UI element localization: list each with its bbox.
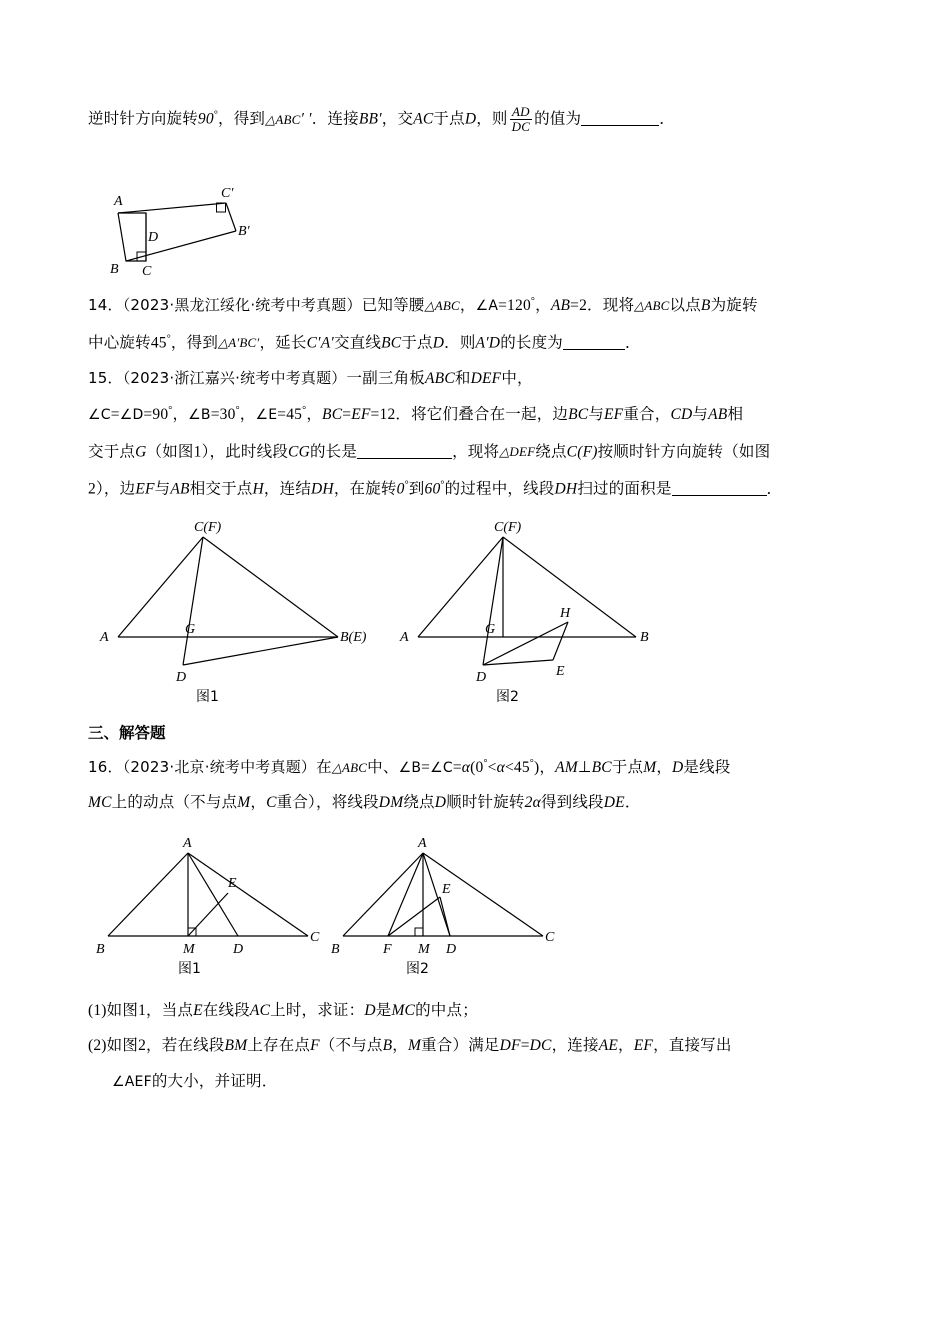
q15-line-3 xyxy=(88,443,864,460)
q15-xiang: 相 xyxy=(727,406,744,424)
q14-tri: △ABC xyxy=(424,298,460,314)
q15-t45: =45 xyxy=(277,406,303,424)
q15-ef3: EF xyxy=(135,480,155,498)
q15-l4-1: 2），边 xyxy=(88,480,136,498)
q15-eq1: = xyxy=(110,406,120,424)
q15-deg0: 0 xyxy=(396,480,405,498)
figure-13 xyxy=(88,153,864,283)
q15-l4-15: 扫过的面积是 xyxy=(577,480,672,498)
q16-line-2 xyxy=(88,795,864,811)
fig16b-label-A: A xyxy=(418,835,427,851)
q15-ab2: AB xyxy=(170,480,190,498)
q14-ab: AB xyxy=(550,297,571,315)
q16-p2-BM: BM xyxy=(224,1037,248,1055)
q14-t10: ，延长 xyxy=(259,334,307,352)
q15-angD: ∠D xyxy=(119,407,144,424)
q15-l4-5: 相交于点 xyxy=(189,480,253,498)
q14-t3: =120 xyxy=(498,297,531,315)
fig16a-caption: 图1 xyxy=(178,960,201,977)
q15-dh: DH xyxy=(311,480,334,498)
q16-p1-5: 上时，求证： xyxy=(270,1001,365,1019)
q14-bc: BC xyxy=(381,334,402,352)
q16-part1 xyxy=(88,1003,864,1019)
q14-source: （2023·黑龙江绥化·统考中考真题） xyxy=(122,296,362,315)
q15-l3-3: （如图1），此时线段 xyxy=(146,443,289,461)
q16-line-1 xyxy=(88,759,864,776)
q15-ptH: H xyxy=(252,480,264,498)
q13-triangle-abc: △ABC xyxy=(265,111,301,127)
fig15b-label-A: A xyxy=(400,629,409,645)
q13-primes: ′ ′ xyxy=(300,110,312,128)
q15-cd: CD xyxy=(670,406,693,424)
q13-fraction xyxy=(510,105,532,133)
q14-ptD: D xyxy=(432,334,445,352)
q15-tri-def: △DEF xyxy=(499,444,536,460)
q15-line-2 xyxy=(88,406,864,423)
fig16b-label-M: M xyxy=(418,941,430,957)
fig16a-label-M: M xyxy=(183,941,195,957)
q15-l4-11: 到 xyxy=(408,480,425,498)
q13-text-5: 于点 xyxy=(433,110,465,128)
q16-alpha: α xyxy=(461,758,471,776)
q16-p1-3: 在线段 xyxy=(202,1001,250,1019)
q14-t5: =2．现将 xyxy=(570,297,635,315)
q16-p2-11: = xyxy=(520,1037,530,1055)
q16-l2-4: ， xyxy=(250,794,267,812)
q16-p1-E: E xyxy=(193,1001,203,1019)
fig15b-label-D: D xyxy=(476,669,487,685)
q14-t11: 交直线 xyxy=(333,334,382,352)
q16-l2-8: 绕点 xyxy=(403,794,435,812)
fig16a-label-D: D xyxy=(233,941,244,957)
q14-t8: 中心旋转 xyxy=(88,334,151,352)
q16-p1-7: 是 xyxy=(375,1001,392,1019)
q16-ptM2: M xyxy=(237,794,251,812)
q15-t90: =90 xyxy=(143,406,169,424)
q15-ef: EF xyxy=(351,406,371,424)
q16-p3-2: 的大小，并证明． xyxy=(151,1072,278,1090)
fig16b-label-E: E xyxy=(442,881,451,897)
q15-ptCF: C(F) xyxy=(566,443,598,461)
fraction-denominator: DC xyxy=(511,118,531,134)
q16-t6: 于点 xyxy=(611,758,644,776)
q16-eq2: = xyxy=(452,758,462,776)
q15-def: DEF xyxy=(470,369,502,387)
q16-number: 16． xyxy=(88,757,123,776)
q13-text-1: 逆时针方向旋转 xyxy=(88,110,198,128)
q13-text-4: ，交 xyxy=(381,110,414,128)
q14-deg45: 45 xyxy=(150,334,167,352)
q15-t30: =30 xyxy=(210,406,236,424)
q16-p2-1: (2)如图2，若在线段 xyxy=(88,1037,225,1055)
q15-source: （2023·浙江嘉兴·统考中考真题） xyxy=(122,368,347,387)
q14-t15: ． xyxy=(625,334,641,352)
q14-t1: 已知等腰 xyxy=(361,297,425,315)
fig15a-caption: 图1 xyxy=(196,688,219,705)
q13-tail-line xyxy=(88,105,864,133)
q16-p2-M: M xyxy=(407,1037,422,1055)
q16-part2-cont xyxy=(88,1074,864,1090)
q15-l4-9: ，在旋转 xyxy=(333,480,397,498)
fig16a-label-C: C xyxy=(310,929,320,945)
degree-symbol-8: ° xyxy=(440,479,445,491)
q13-text-3: ．连接 xyxy=(311,110,359,128)
q14-ptB: B xyxy=(700,297,711,315)
q14-t7: 为旋转 xyxy=(710,297,758,315)
q15-t1: 一副三角板 xyxy=(346,369,426,387)
fig13-label-Bp: B′ xyxy=(238,224,250,240)
q15-chong: 重合， xyxy=(623,406,671,424)
document-content xyxy=(88,105,864,1109)
q16-t8: 是线段 xyxy=(683,758,731,776)
q15-c1: ， xyxy=(172,406,189,424)
q16-lt1: < xyxy=(487,758,497,776)
q14-t4: ， xyxy=(535,297,551,315)
q16-p1-AC: AC xyxy=(249,1001,271,1019)
degree-symbol-5: ° xyxy=(235,405,240,417)
fig16b-label-C: C xyxy=(545,929,555,945)
q15-blank-1 xyxy=(357,443,452,459)
q16-source: （2023·北京·统考中考真题） xyxy=(122,757,317,776)
q16-bc: BC xyxy=(591,758,612,776)
q16-t1: 在 xyxy=(316,758,332,776)
fig16a-label-E: E xyxy=(228,875,237,891)
q15-line-1 xyxy=(88,368,864,387)
figure-15-svg xyxy=(88,517,864,707)
q16-l2-2: 上的动点（不与点 xyxy=(111,794,238,812)
q16-p2-17: ，直接写出 xyxy=(653,1037,732,1055)
q13-text-6: ，则 xyxy=(476,110,508,128)
fig15a-label-D: D xyxy=(176,669,187,685)
q14-t14: 的长度为 xyxy=(500,334,563,352)
q16-lt2: < xyxy=(504,758,514,776)
figure-16-svg xyxy=(88,831,864,981)
q14-line-1 xyxy=(88,297,864,314)
q16-p2-15: ， xyxy=(618,1037,634,1055)
fig16b-label-B: B xyxy=(331,941,340,957)
q15-t2: 和 xyxy=(454,369,471,387)
figure-16-2 xyxy=(331,836,555,977)
q15-c3: ， xyxy=(306,406,323,424)
degree-symbol-4: ° xyxy=(168,405,173,417)
q16-p2-9: 重合）满足 xyxy=(421,1037,500,1055)
q16-p2-5: （不与点 xyxy=(319,1037,383,1055)
fig16b-label-F: F xyxy=(383,941,392,957)
section-title-3: 三、解答题 xyxy=(88,723,166,742)
q15-angE: ∠E xyxy=(255,407,278,424)
q15-blank-2 xyxy=(672,480,767,496)
q14-t13: ．则 xyxy=(444,334,476,352)
fig15b-label-H: H xyxy=(560,605,571,621)
q16-p2-EF: EF xyxy=(633,1037,654,1055)
q15-bc2: BC xyxy=(568,406,589,424)
q13-deg90: 90 xyxy=(197,110,214,128)
q15-l4-13: 的过程中，线段 xyxy=(444,480,555,498)
q15-yu2: 与 xyxy=(692,406,709,424)
q16-p1-1: (1)如图1，当点 xyxy=(88,1001,194,1019)
q16-mc: MC xyxy=(88,794,112,812)
fig15a-label-BE: B(E) xyxy=(340,629,367,645)
fig15b-caption: 图2 xyxy=(496,688,519,705)
q15-l4-7: ，连结 xyxy=(263,480,312,498)
q16-l2-6: 重合），将线段 xyxy=(276,794,379,812)
fig16a-label-A: A xyxy=(183,835,192,851)
degree-symbol-7: ° xyxy=(404,479,409,491)
q16-t7: ， xyxy=(656,758,673,776)
q16-am: AM xyxy=(555,758,578,776)
degree-symbol-2: ° xyxy=(530,296,536,308)
q15-cg: CG xyxy=(288,443,310,461)
q14-t12: 于点 xyxy=(401,334,433,352)
q16-angC: ∠C xyxy=(430,759,453,776)
q15-l3-10: 按顺时针方向旋转（如图 xyxy=(597,443,771,461)
q13-text-8: ． xyxy=(659,110,675,128)
fig15a-label-G: G xyxy=(185,621,196,637)
q16-alpha2: α xyxy=(496,758,505,776)
q15-l3-8: 绕点 xyxy=(535,443,567,461)
q15-number: 15． xyxy=(88,368,123,387)
q16-deg45: 45 xyxy=(513,758,530,776)
q15-l4-3: 与 xyxy=(154,480,171,498)
q16-paren1: (0 xyxy=(470,758,484,776)
q16-ptC: C xyxy=(266,794,277,812)
q15-t12: =12．将它们叠合在一起，边 xyxy=(370,406,569,424)
q14-number: 14． xyxy=(88,296,123,315)
fig13-label-C: C xyxy=(142,264,152,280)
q16-ptD2: D xyxy=(434,794,447,812)
fig16b-caption: 图2 xyxy=(406,960,429,977)
q16-p2-13: ，连接 xyxy=(551,1037,599,1055)
degree-symbol-6: ° xyxy=(302,405,307,417)
fig13-label-A: A xyxy=(114,194,123,210)
q15-abc: ABC xyxy=(425,369,455,387)
q15-yu1: 与 xyxy=(588,406,605,424)
q16-p1-MC: MC xyxy=(391,1001,416,1019)
q14-t2: ， xyxy=(459,297,476,315)
fig15b-label-CF: C(F) xyxy=(494,519,522,535)
q16-l2-12: 得到线段 xyxy=(540,794,604,812)
fig15b-label-G: G xyxy=(485,621,496,637)
fig16a-label-B: B xyxy=(96,941,105,957)
q14-line-2 xyxy=(88,334,864,351)
q15-l3-1: 交于点 xyxy=(88,443,136,461)
q16-p2-DC: DC xyxy=(529,1037,552,1055)
q16-t2: 中、 xyxy=(367,758,399,776)
q15-angC: ∠C xyxy=(88,407,111,424)
q16-p1-D: D xyxy=(364,1001,376,1019)
q15-ptG: G xyxy=(135,443,147,461)
q15-l3-5: 的长是 xyxy=(309,443,358,461)
fig13-label-D: D xyxy=(148,230,159,246)
q13-seg-ac: AC xyxy=(413,110,434,128)
q13-seg-bb: BB′ xyxy=(358,110,382,128)
fig15a-label-CF: C(F) xyxy=(194,519,222,535)
q16-p2-3: 上存在点 xyxy=(247,1037,311,1055)
degree-symbol-9: ° xyxy=(483,757,488,769)
q15-c2: ， xyxy=(239,406,256,424)
fig15a-label-A: A xyxy=(100,629,109,645)
q14-tri3: △A′BC′ xyxy=(218,335,260,351)
q16-t5: ， xyxy=(539,758,556,776)
q16-l2-14: ． xyxy=(624,794,641,812)
q16-ptM: M xyxy=(643,758,657,776)
q16-p3-angAEF: ∠AEF xyxy=(112,1073,152,1090)
q16-p2-F: F xyxy=(310,1037,320,1055)
q15-ef2: EF xyxy=(604,406,624,424)
q16-dm: DM xyxy=(378,794,404,812)
q15-l3-6: ，现将 xyxy=(452,443,500,461)
q13-text-7: 的值为 xyxy=(534,110,582,128)
q16-2alpha: 2α xyxy=(524,794,541,812)
q13-point-d: D xyxy=(464,110,477,128)
q15-line-4 xyxy=(88,480,864,497)
q14-tri2: △ABC xyxy=(634,298,670,314)
fig15b-label-B: B xyxy=(640,629,649,645)
figure-15-group xyxy=(88,517,864,707)
q16-ptD: D xyxy=(672,758,684,776)
q15-angB: ∠B xyxy=(188,407,211,424)
fig15b-label-E: E xyxy=(556,663,565,679)
q16-eq1: = xyxy=(421,758,431,776)
q14-angA: ∠A xyxy=(475,298,499,315)
q15-dh2: DH xyxy=(554,480,578,498)
figure-15-1 xyxy=(99,520,367,705)
q16-p2-7: ， xyxy=(392,1037,408,1055)
figure-16-1 xyxy=(96,836,320,977)
q15-deg60: 60 xyxy=(424,480,441,498)
q16-l2-10: 顺时针旋转 xyxy=(446,794,525,812)
q16-perp: ⊥ xyxy=(577,758,592,776)
figure-16-group xyxy=(88,831,864,981)
q15-bc: BC xyxy=(322,406,343,424)
q14-t9: ，得到 xyxy=(170,334,219,352)
degree-symbol-1: ° xyxy=(213,109,219,121)
q16-tri: △ABC xyxy=(331,759,368,775)
q16-p2-AE: AE xyxy=(598,1037,619,1055)
q16-p2-B: B xyxy=(382,1037,393,1055)
q16-part2 xyxy=(88,1038,864,1054)
figure-13-svg xyxy=(88,153,348,283)
q15-ab: AB xyxy=(708,406,728,424)
q14-t6: 以点 xyxy=(669,297,701,315)
fig13-label-B: B xyxy=(110,262,119,278)
q14-answer-blank xyxy=(563,334,625,350)
figure-15-2 xyxy=(399,520,649,705)
q16-p2-DF: DF xyxy=(499,1037,521,1055)
q14-ad: A′D xyxy=(475,334,501,352)
q15-t3: 中， xyxy=(501,369,533,387)
q14-seg: C′A′ xyxy=(306,334,334,352)
q13-answer-blank xyxy=(581,110,659,126)
q16-p1-9: 的中点； xyxy=(415,1001,478,1019)
degree-symbol-3: ° xyxy=(166,333,171,345)
q15-l4-16: ． xyxy=(766,480,783,498)
q15-eq2: = xyxy=(342,406,352,424)
degree-symbol-10: ° xyxy=(529,757,534,769)
fraction-numerator: AD xyxy=(512,104,530,119)
q16-angB: ∠B xyxy=(398,759,422,776)
q13-text-2: ，得到 xyxy=(218,110,266,128)
fig16b-label-D: D xyxy=(446,941,457,957)
fig13-label-Cp: C′ xyxy=(221,186,234,202)
q16-de: DE xyxy=(603,794,625,812)
q16-paren2: ) xyxy=(534,758,540,776)
